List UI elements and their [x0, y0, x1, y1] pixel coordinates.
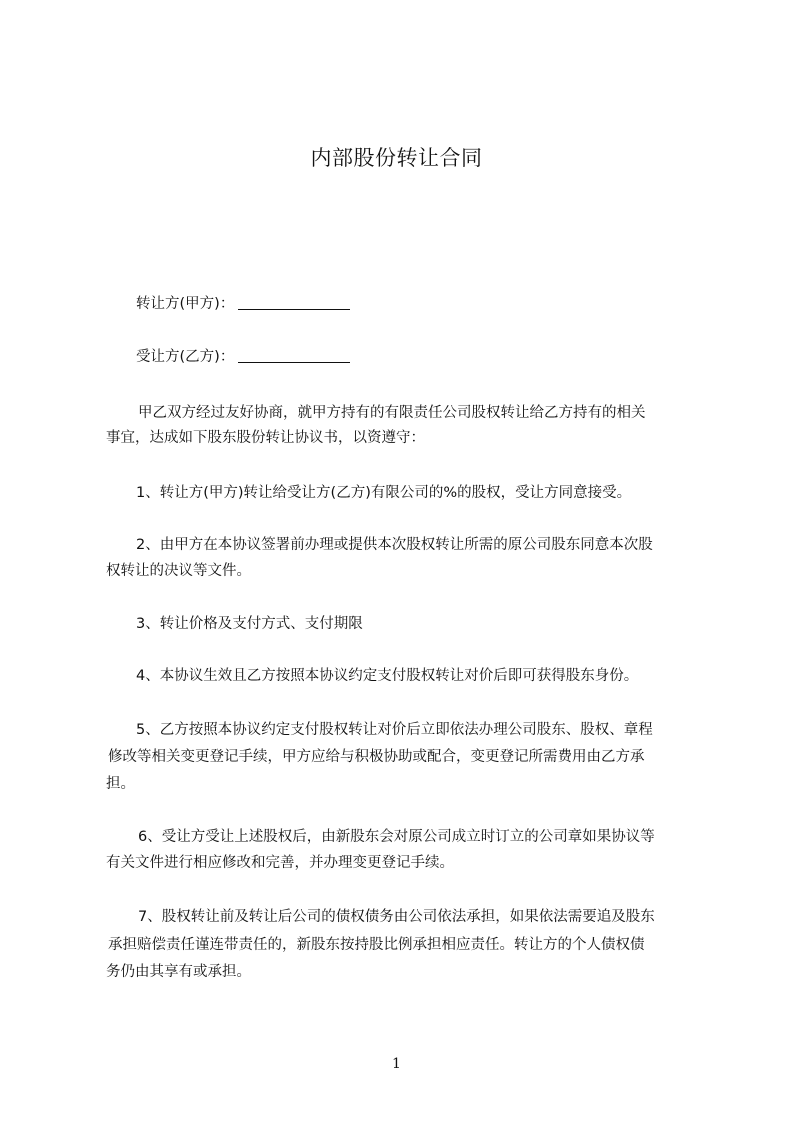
transferor-label: 转让方(甲方)：	[136, 296, 235, 312]
transferee-line	[136, 345, 350, 366]
transferor-blank	[238, 295, 350, 310]
clause-1-line-1: 1、转让方(甲方)转让给受让方(乙方)有限公司的%的股权，受让方同意接受。	[136, 485, 632, 501]
clause-7-line-2: 承担赔偿责任谨连带责任的，新股东按持股比例承担相应责任。转让方的个人债权债	[108, 937, 645, 953]
page-number: 1	[392, 1056, 401, 1072]
clause-5-line-3: 担。	[106, 776, 135, 792]
clause-7-line-1: 7、股权转让前及转让后公司的债权债务由公司依法承担，如果依法需要追及股东	[138, 909, 655, 925]
transferee-blank	[238, 348, 350, 363]
clause-7-line-3: 务仍由其享有或承担。	[106, 964, 251, 980]
clause-2-line-1: 2、由甲方在本协议签署前办理或提供本次股权转让所需的原公司股东同意本次股	[136, 537, 653, 553]
clause-6-line-1: 6、受让方受让上述股权后，由新股东会对原公司成立时订立的公司章如果协议等	[138, 829, 655, 845]
clause-2-line-2: 权转让的决议等文件。	[106, 563, 251, 579]
clause-5-line-1: 5、乙方按照本协议约定支付股权转让对价后立即依法办理公司股东、股权、章程	[136, 722, 653, 738]
transferor-line	[136, 292, 350, 313]
document-title: 内部股份转让合同	[310, 146, 483, 170]
clause-4-line-1: 4、本协议生效且乙方按照本协议约定支付股权转让对价后即可获得股东身份。	[136, 668, 639, 684]
clause-3-line-1: 3、转让价格及支付方式、支付期限	[136, 616, 363, 632]
clause-6-line-2: 有关文件进行相应修改和完善，并办理变更登记手续。	[106, 855, 454, 871]
intro-line-1: 甲乙双方经过友好协商，就甲方持有的有限责任公司股权转让给乙方持有的相关	[138, 405, 646, 421]
transferee-label: 受让方(乙方)：	[136, 349, 235, 365]
clause-5-line-2: 修改等相关变更登记手续，甲方应给与积极协助或配合，变更登记所需费用由乙方承	[108, 749, 645, 765]
intro-line-2: 事宜，达成如下股东股份转让协议书，以资遵守：	[106, 430, 425, 446]
